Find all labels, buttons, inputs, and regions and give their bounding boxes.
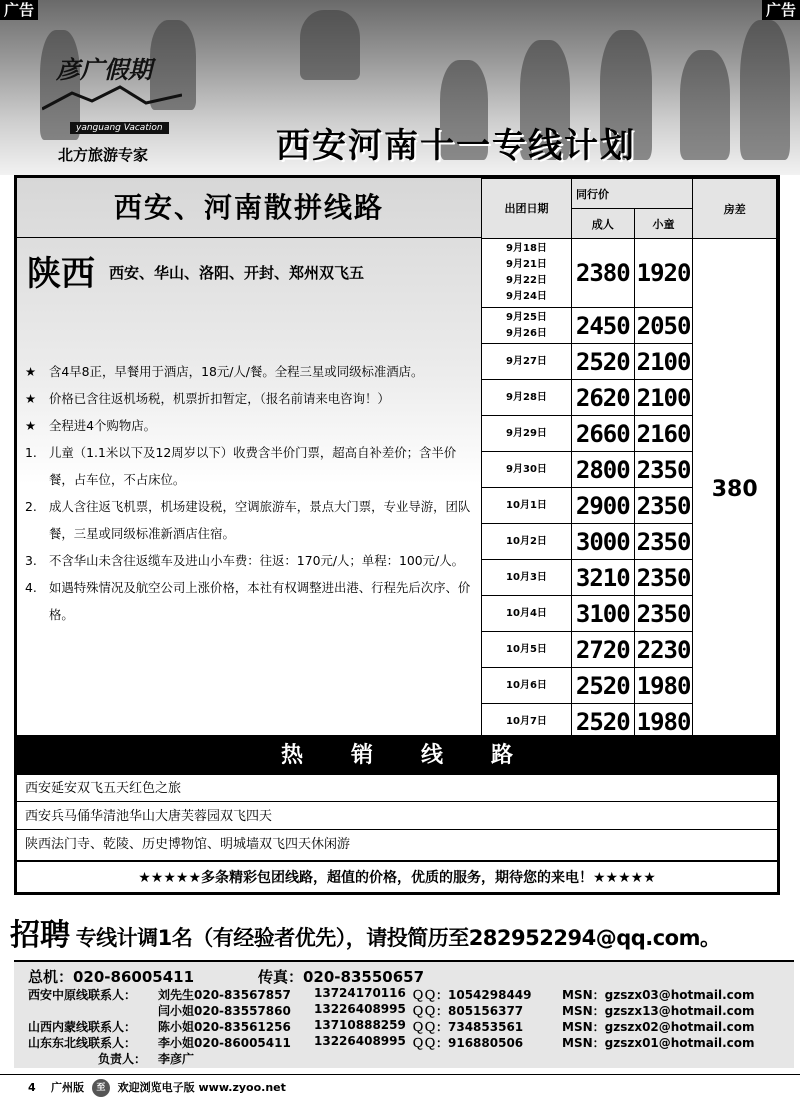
note-marker: ★ [25, 364, 37, 379]
note-item [25, 412, 477, 439]
contact-mobile: 13724170116 [314, 986, 406, 1000]
note-marker: ★ [25, 418, 37, 433]
adult-price: 3100 [571, 596, 634, 632]
adult-price: 3000 [571, 524, 634, 560]
contact-name: 闫小姐020-83557860 [158, 1004, 291, 1018]
contact-msn: MSN：gzszx02@hotmail.com [562, 1020, 755, 1034]
note-item [25, 547, 477, 574]
date-cell: 9月27日 [482, 344, 572, 380]
edition-label: 广州版 [50, 1081, 84, 1094]
contact-qq: ＱＱ：805156377 [412, 1004, 524, 1018]
contact-msn: MSN：gzszx03@hotmail.com [562, 988, 755, 1002]
fax-number: 传真：020-83550657 [258, 968, 425, 986]
child-price: 2350 [634, 560, 693, 596]
contact-panel [14, 960, 794, 1068]
note-marker: 4. [25, 580, 37, 595]
contact-name: 陈小姐020-83561256 [158, 1020, 291, 1034]
header-date: 出团日期 [482, 179, 572, 239]
itinerary-frame [14, 175, 780, 895]
adult-price: 2520 [571, 668, 634, 704]
region-label: 陕西 [27, 254, 95, 294]
logo-subtitle: yanguang Vacation [70, 122, 169, 134]
route-title: 西安、河南散拼线路 [17, 178, 481, 238]
note-text: 价格已含往返机场税，机票折扣暂定，（报名前请来电咨询！） [49, 391, 390, 406]
contact-label: 负责人： [98, 1052, 147, 1066]
adult-price: 2380 [571, 239, 634, 308]
note-text: 儿童（1.1米以下及12周岁以下）收费含半价门票，超高自补差价；含半价餐，占车位，不占床位。 [49, 445, 457, 487]
contact-row [14, 1034, 794, 1050]
logo-tagline: 北方旅游专家 [58, 146, 149, 164]
hot-route-item: 陕西法门寺、乾陵、历史博物馆、明城墙双飞四天休闲游 [25, 837, 351, 852]
page-title: 西安河南十一专线计划 [276, 126, 636, 166]
date-cell: 10月2日 [482, 524, 572, 560]
note-marker: 1. [25, 445, 37, 460]
single-room-value: 380 [693, 239, 777, 740]
date-cell: 9月25日 9月26日 [482, 308, 572, 344]
hot-routes-heading: 热销线路 [17, 735, 777, 775]
note-marker: 3. [25, 553, 37, 568]
contact-qq: ＱＱ：916880506 [412, 1036, 524, 1050]
child-price: 2350 [634, 452, 693, 488]
child-price: 2350 [634, 596, 693, 632]
contact-mobile: 13226408995 [314, 1002, 406, 1016]
child-price: 2100 [634, 344, 693, 380]
child-price: 2350 [634, 488, 693, 524]
contact-mobile: 13710888259 [314, 1018, 406, 1032]
contact-main-row [14, 966, 794, 986]
note-marker: 2. [25, 499, 37, 514]
contact-row [14, 986, 794, 1002]
date-cell: 9月30日 [482, 452, 572, 488]
contact-label: 山东东北线联系人： [28, 1036, 137, 1050]
adult-price: 2720 [571, 632, 634, 668]
route-stops: 西安、华山、洛阳、开封、郑州双飞五 [109, 264, 365, 282]
note-marker: ★ [25, 391, 37, 406]
note-text: 含4早8正，早餐用于酒店，18元/人/餐。全程三星或同级标准酒店。 [49, 364, 424, 379]
contact-qq: ＱＱ：1054298449 [412, 988, 532, 1002]
note-item [25, 493, 477, 547]
date-cell: 10月7日 [482, 704, 572, 740]
child-price: 2350 [634, 524, 693, 560]
note-item [25, 574, 477, 628]
adult-price: 2620 [571, 380, 634, 416]
contact-row [14, 1018, 794, 1034]
child-price: 2100 [634, 380, 693, 416]
notes-list [25, 358, 477, 628]
recruit-text: 专线计调1名（有经验者优先），请投简历至282952294@qq.com。 [75, 926, 721, 950]
note-text: 不含华山未含往返缆车及进山小车费：往返：170元/人；单程：100元/人。 [49, 553, 464, 568]
contact-row [14, 1002, 794, 1018]
header-adult: 成人 [571, 209, 634, 239]
date-cell: 10月5日 [482, 632, 572, 668]
date-cell: 10月6日 [482, 668, 572, 704]
note-item [25, 385, 477, 412]
mountain-icon [42, 85, 182, 111]
contact-qq: ＱＱ：734853561 [412, 1020, 524, 1034]
contact-msn: MSN：gzszx01@hotmail.com [562, 1036, 755, 1050]
child-price: 1980 [634, 704, 693, 740]
contact-name: 刘先生020-83567857 [158, 988, 291, 1002]
adult-price: 2660 [571, 416, 634, 452]
route-details [17, 178, 481, 735]
contact-name: 李小姐020-86005411 [158, 1036, 291, 1050]
contact-mobile: 13226408995 [314, 1034, 406, 1048]
note-item [25, 358, 477, 385]
contact-label: 西安中原线联系人： [28, 988, 137, 1002]
date-cell: 10月1日 [482, 488, 572, 524]
ad-tag-left: 广告 [0, 0, 38, 20]
adult-price: 2800 [571, 452, 634, 488]
date-cell: 9月18日 9月21日 9月22日 9月24日 [482, 239, 572, 308]
header-single-room: 房差 [693, 179, 777, 239]
contact-row [14, 1050, 794, 1066]
publication-badge-icon: 至 [92, 1079, 110, 1097]
page-number: 4 [28, 1081, 36, 1094]
note-text: 成人含往返飞机票，机场建设税，空调旅游车，景点大门票，专业导游，团队餐，三星或同级标准新酒店住宿。 [49, 499, 471, 541]
recruit-heading: 招聘 [10, 918, 70, 953]
date-cell: 10月4日 [482, 596, 572, 632]
date-cell: 9月29日 [482, 416, 572, 452]
main-phone: 总机：020-86005411 [28, 968, 195, 986]
note-text: 全程进4个购物店。 [49, 418, 157, 433]
hot-route-item: 西安延安双飞五天红色之旅 [17, 775, 777, 802]
price-table [481, 178, 777, 740]
contact-name: 李彦广 [158, 1052, 195, 1066]
page-footer [0, 1074, 800, 1100]
child-price: 2050 [634, 308, 693, 344]
header-peer-price: 同行价 [571, 179, 693, 209]
contact-label: 山西内蒙线联系人： [28, 1020, 137, 1034]
note-item [25, 439, 477, 493]
adult-price: 3210 [571, 560, 634, 596]
child-price: 1920 [634, 239, 693, 308]
promo-slogan: ★★★★★多条精彩包团线路，超值的价格，优质的服务，期待您的来电！★★★★★ [17, 860, 777, 892]
recruitment-notice [10, 910, 721, 954]
adult-price: 2450 [571, 308, 634, 344]
footer-link[interactable]: 欢迎浏览电子版 www.zyoo.net [117, 1081, 286, 1094]
child-price: 2160 [634, 416, 693, 452]
logo-script-text: 彦广假期 [56, 55, 152, 84]
child-price: 2230 [634, 632, 693, 668]
contact-msn: MSN：gzszx13@hotmail.com [562, 1004, 755, 1018]
hot-route-item: 西安兵马俑华清池华山大唐芙蓉园双飞四天 [17, 803, 777, 830]
child-price: 1980 [634, 668, 693, 704]
brand-logo [18, 50, 193, 165]
note-text: 如遇特殊情况及航空公司上涨价格，本社有权调整进出港、行程先后次序、价格。 [49, 580, 471, 622]
header-child: 小童 [634, 209, 693, 239]
adult-price: 2520 [571, 704, 634, 740]
header-banner [0, 0, 800, 175]
ad-tag-right: 广告 [762, 0, 800, 20]
adult-price: 2520 [571, 344, 634, 380]
table-row [482, 239, 777, 308]
date-cell: 10月3日 [482, 560, 572, 596]
date-cell: 9月28日 [482, 380, 572, 416]
adult-price: 2900 [571, 488, 634, 524]
